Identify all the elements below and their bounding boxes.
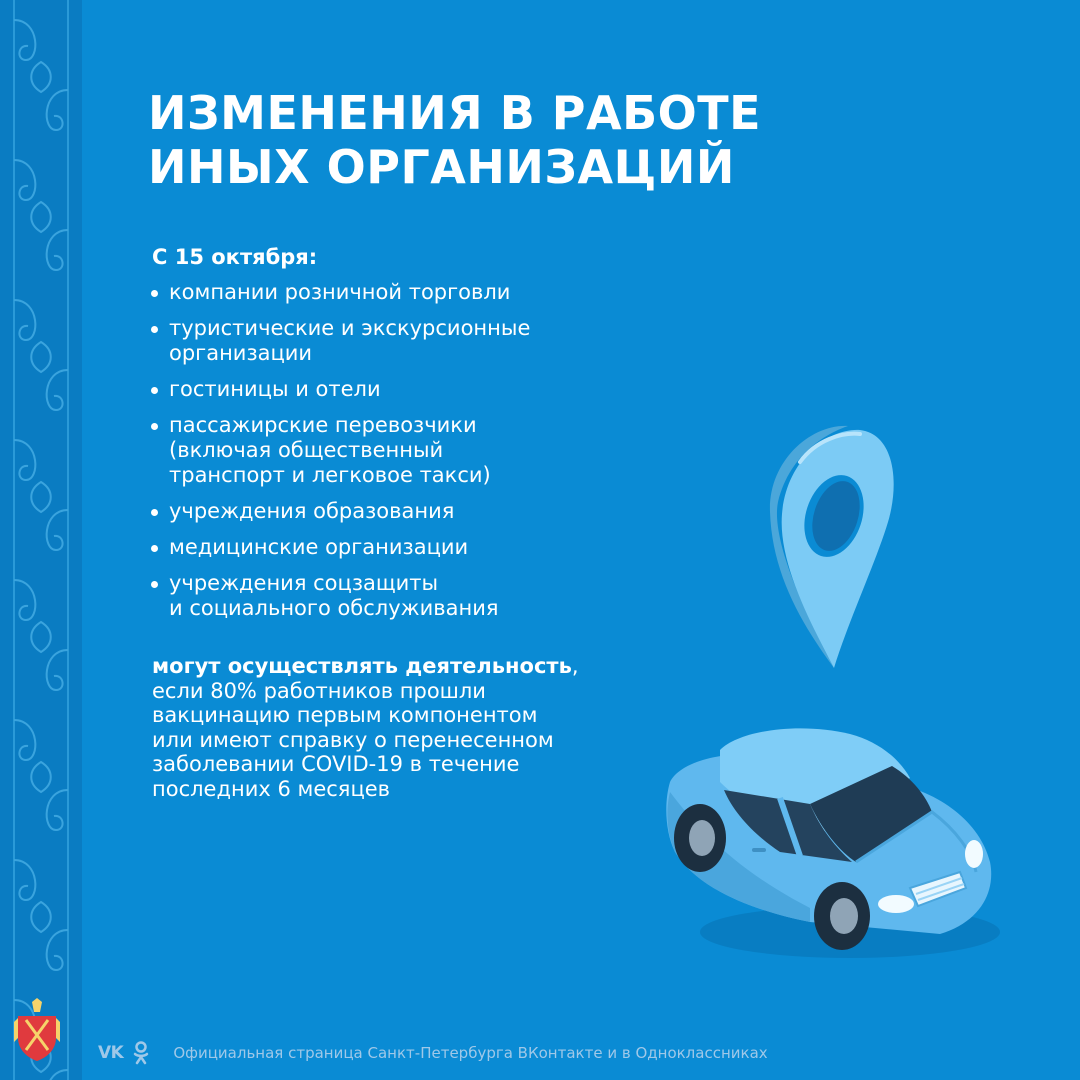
organization-list bbox=[150, 280, 570, 632]
ornament-pattern bbox=[0, 0, 82, 1080]
bullet-icon bbox=[151, 509, 158, 516]
car-icon bbox=[660, 712, 1010, 972]
condition-note bbox=[152, 654, 592, 801]
list-item-text: гостиницы и отели bbox=[169, 377, 381, 401]
ornament-strip bbox=[0, 0, 82, 1080]
list-item-text: учреждения образования bbox=[169, 499, 455, 523]
bullet-icon bbox=[151, 290, 158, 297]
title-line-2: ИНЫХ ОРГАНИЗАЦИЙ bbox=[148, 140, 735, 194]
vk-icon[interactable]: VK bbox=[98, 1043, 124, 1063]
list-item-text: транспорт и легковое такси) bbox=[169, 463, 491, 487]
saint-petersburg-emblem bbox=[12, 998, 62, 1064]
bullet-icon bbox=[151, 581, 158, 588]
list-item-text: компании розничной торговли bbox=[169, 280, 511, 304]
note-lead-line bbox=[152, 654, 592, 679]
list-item bbox=[150, 280, 570, 305]
title-line-1: ИЗМЕНЕНИЯ В РАБОТЕ bbox=[148, 86, 762, 140]
list-item-text: организации bbox=[169, 341, 313, 365]
note-line: если 80% работников прошли bbox=[152, 678, 486, 703]
page-title bbox=[148, 86, 848, 194]
note-line: или имеют справку о перенесенном bbox=[152, 727, 554, 752]
list-item bbox=[150, 413, 570, 488]
list-item-text: учреждения соцзащиты bbox=[169, 571, 439, 595]
bullet-icon bbox=[151, 326, 158, 333]
list-item-text: медицинские организации bbox=[169, 535, 469, 559]
date-heading: С 15 октября: bbox=[152, 245, 318, 269]
bullet-icon bbox=[151, 423, 158, 430]
list-item-text: туристические и экскурсионные bbox=[169, 316, 531, 340]
list-item bbox=[150, 316, 570, 366]
list-item bbox=[150, 571, 570, 621]
note-lead: могут осуществлять деятельность bbox=[152, 654, 572, 678]
list-item-text: пассажирские перевозчики bbox=[169, 413, 477, 437]
footer-text: Официальная страница Санкт-Петербурга ВКонтакте и в Одноклассниках bbox=[173, 1044, 768, 1062]
note-line: вакцинацию первым компонентом bbox=[152, 703, 538, 727]
list-item bbox=[150, 499, 570, 524]
list-item bbox=[150, 535, 570, 560]
note-lead-suffix: , bbox=[571, 654, 579, 678]
note-line: заболевании COVID-19 в течение bbox=[152, 752, 520, 776]
list-item-text: (включая общественный bbox=[169, 438, 444, 462]
list-item-text: и социального обслуживания bbox=[169, 596, 499, 620]
map-pin-icon bbox=[730, 422, 900, 672]
note-line: последних 6 месяцев bbox=[152, 776, 391, 801]
bullet-icon bbox=[151, 387, 158, 394]
odnoklassniki-icon[interactable] bbox=[133, 1041, 149, 1065]
bullet-icon bbox=[151, 545, 158, 552]
list-item bbox=[150, 377, 570, 402]
footer bbox=[98, 1038, 768, 1068]
